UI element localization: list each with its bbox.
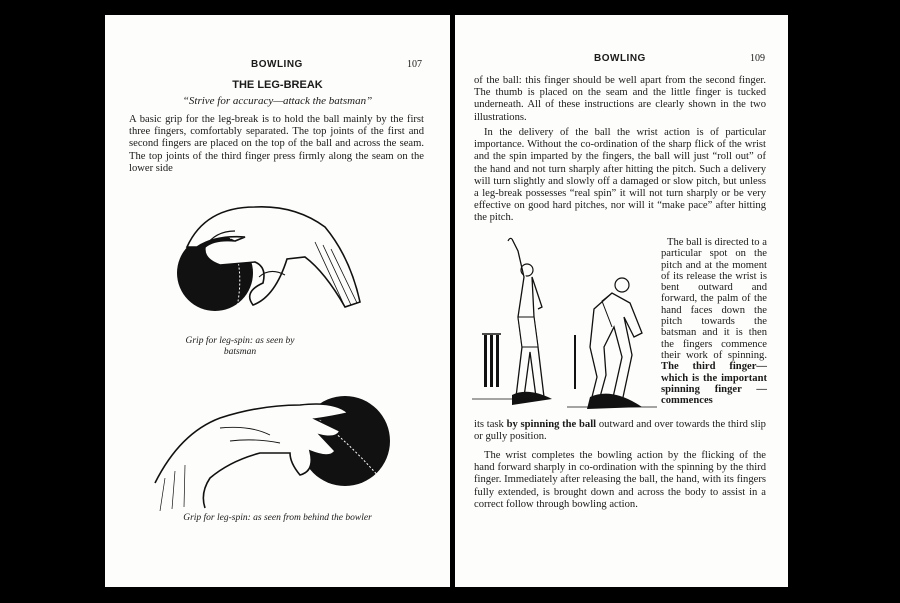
- bowler-action-illustration: [472, 237, 657, 412]
- side-bold-text: The third finger—which is the important spinning finger — commences: [661, 361, 767, 407]
- continuation-paragraph: [474, 419, 766, 443]
- continuation-bold: by spinning the ball: [506, 419, 597, 430]
- body-paragraph-3: The wrist completes the bowling action by the flicking of the hand forward sharply in co-ordination with the spinning by the third finger. Immediately after releasing the ball, the hand, with its fingers fully extended, is brought down and across the body to assist in a correct follow through bowling action.: [474, 450, 766, 510]
- body-paragraph: A basic grip for the leg-break is to hold the ball mainly by the first three fingers, comfortably separated. The top joints of the first and second fingers are placed on the top of the ball and across the seam. The top joints of the third finger press firmly along the seam on the lower side: [129, 114, 424, 174]
- body-paragraph-2: In the delivery of the ball the wrist action is of particular importance. Without the co-ordination of the sharp flick of the wrist and the spin imparted by the fingers, the ball will just “roll out” of the hand and not turn sharply after hitting the pitch. Such a delivery will turn slightly and slowly off a damaged or slow pitch, but unless a leg-break possesses “real spin” it will not turn sharply or be very effective on good hard pitches, nor will it “make pace” after hitting the pitch.: [474, 127, 766, 224]
- right-page: [455, 15, 788, 587]
- grip-illustration-behind-view: [150, 383, 400, 513]
- grip-illustration-batsman-view: [175, 187, 375, 327]
- section-title: THE LEG-BREAK: [232, 79, 323, 91]
- running-head: BOWLING: [251, 59, 303, 70]
- left-page: [105, 15, 450, 587]
- side-text: The ball is directed to a particular spot on the pitch and at the moment of its release the wrist is bent outward and forward, the palm of the hand faces down the pitch towards the batsman and it is then the fingers commence their work of spinning.: [661, 237, 767, 361]
- page-number: 107: [407, 59, 422, 70]
- running-head: BOWLING: [594, 53, 646, 64]
- section-subtitle: “Strive for accuracy—attack the batsman”: [182, 95, 373, 107]
- continuation-text: its task: [474, 419, 504, 430]
- continuation-rest: outward and over towards the third slip or gully position.: [474, 419, 766, 443]
- caption-grip-batsman: Grip for leg-spin: as seen by batsman: [185, 336, 295, 357]
- side-paragraph: [661, 237, 767, 406]
- caption-grip-behind: Grip for leg-spin: as seen from behind the bowler: [183, 513, 372, 523]
- page-number: 109: [750, 53, 765, 64]
- body-paragraph-1: of the ball: this finger should be well apart from the second finger. The thumb is placed on the seam and the little finger is tucked underneath. All of these instructions are clearly shown in the two illustrations.: [474, 75, 766, 123]
